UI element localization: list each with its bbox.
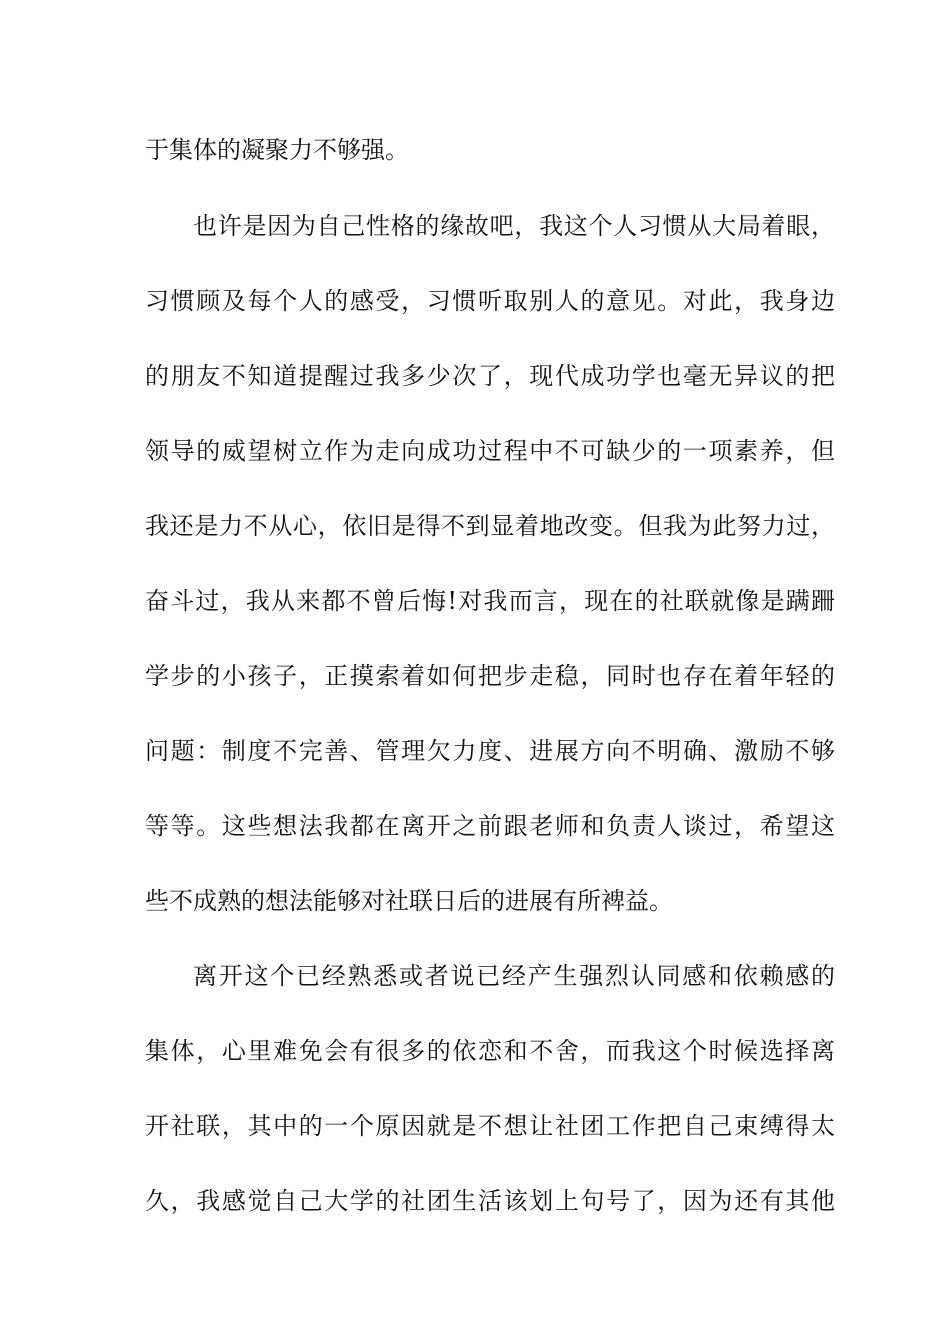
text-line-13: 集体，心里难免会有很多的依恋和不舍，而我这个时候选择离 [145,1037,835,1065]
text-line-6: 我还是力不从心，依旧是得不到显着地改变。但我为此努力过， [145,512,835,540]
text-line-9: 问题：制度不完善、管理欠力度、进展方向不明确、激励不够 [145,737,835,765]
text-line-7: 奋斗过，我从来都不曾后悔!对我而言，现在的社联就像是蹒跚 [145,587,835,615]
text-line-14: 开社联，其中的一个原因就是不想让社团工作把自己束缚得太 [145,1112,835,1140]
text-line-5: 领导的威望树立作为走向成功过程中不可缺少的一项素养，但 [145,437,835,465]
text-line-4: 的朋友不知道提醒过我多少次了，现代成功学也毫无异议的把 [145,362,835,390]
text-line-11: 些不成熟的想法能够对社联日后的进展有所裨益。 [145,887,673,915]
text-line-15: 久，我感觉自己大学的社团生活该划上句号了，因为还有其他 [145,1187,835,1215]
text-line-3: 习惯顾及每个人的感受，习惯听取别人的意见。对此，我身边 [145,287,835,315]
text-line-2: 也许是因为自己性格的缘故吧，我这个人习惯从大局着眼， [193,212,835,240]
text-line-12: 离开这个已经熟悉或者说已经产生强烈认同感和依赖感的 [193,962,835,990]
text-line-1: 于集体的凝聚力不够强。 [145,136,409,164]
text-line-10: 等等。这些想法我都在离开之前跟老师和负责人谈过，希望这 [145,812,835,840]
text-line-8: 学步的小孩子，正摸索着如何把步走稳，同时也存在着年轻的 [145,662,835,690]
